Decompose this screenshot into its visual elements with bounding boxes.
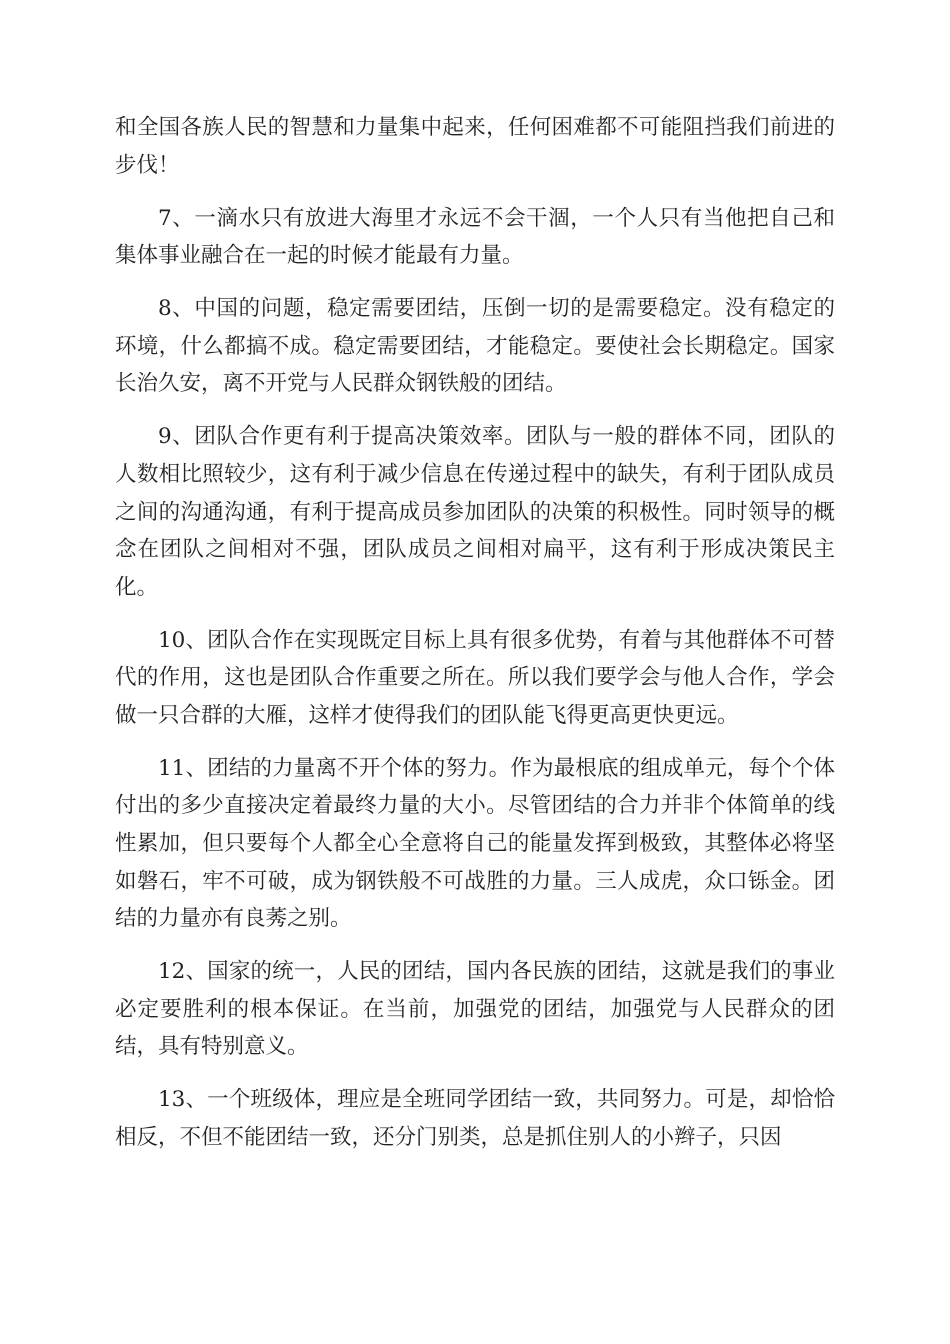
paragraph-continuation: 和全国各族人民的智慧和力量集中起来，任何困难都不可能阻挡我们前进的步伐！ [115, 115, 835, 178]
paragraph-item-10: 10、团队合作在实现既定目标上具有很多优势，有着与其他群体不可替代的作用，这也是团队合作重要之所在。所以我们要学会与他人合作，学会做一只合群的大雁，这样才使得我们的团队能飞得更高更快更远。 [115, 627, 835, 728]
paragraph-item-13: 13、一个班级体，理应是全班同学团结一致，共同努力。可是，却恰恰相反，不但不能团结一致，还分门别类，总是抓住别人的小辫子，只因 [115, 1087, 835, 1150]
paragraph-item-7: 7、一滴水只有放进大海里才永远不会干涸，一个人只有当他把自己和集体事业融合在一起的时候才能最有力量。 [115, 205, 835, 269]
document-body [115, 109, 835, 1172]
paragraph-item-11: 11、团结的力量离不开个体的努力。作为最根底的组成单元，每个个体付出的多少直接决定着最终力量的大小。尽管团结的合力并非个体简单的线性累加，但只要每个人都全心全意将自己的能量发挥到极致，其整体必将坚如磐石，牢不可破，成为钢铁般不可战胜的力量。三人成虎，众口铄金。团结的力量亦有良莠之别。 [115, 755, 835, 932]
paragraph-item-9: 9、团队合作更有利于提高决策效率。团队与一般的群体不同，团队的人数相比照较少，这有利于减少信息在传递过程中的缺失，有利于团队成员之间的沟通沟通，有利于提高成员参加团队的决策的积极性。同时领导的概念在团队之间相对不强，团队成员之间相对扁平，这有利于形成决策民主化。 [115, 424, 835, 600]
paragraph-item-12: 12、国家的统一，人民的团结，国内各民族的团结，这就是我们的事业必定要胜利的根本保证。在当前，加强党的团结，加强党与人民群众的团结，具有特别意义。 [115, 959, 835, 1060]
paragraph-item-8: 8、中国的问题，稳定需要团结，压倒一切的是需要稳定。没有稳定的环境，什么都搞不成。稳定需要团结，才能稳定。要使社会长期稳定。国家长治久安，离不开党与人民群众钢铁般的团结。 [115, 296, 835, 397]
